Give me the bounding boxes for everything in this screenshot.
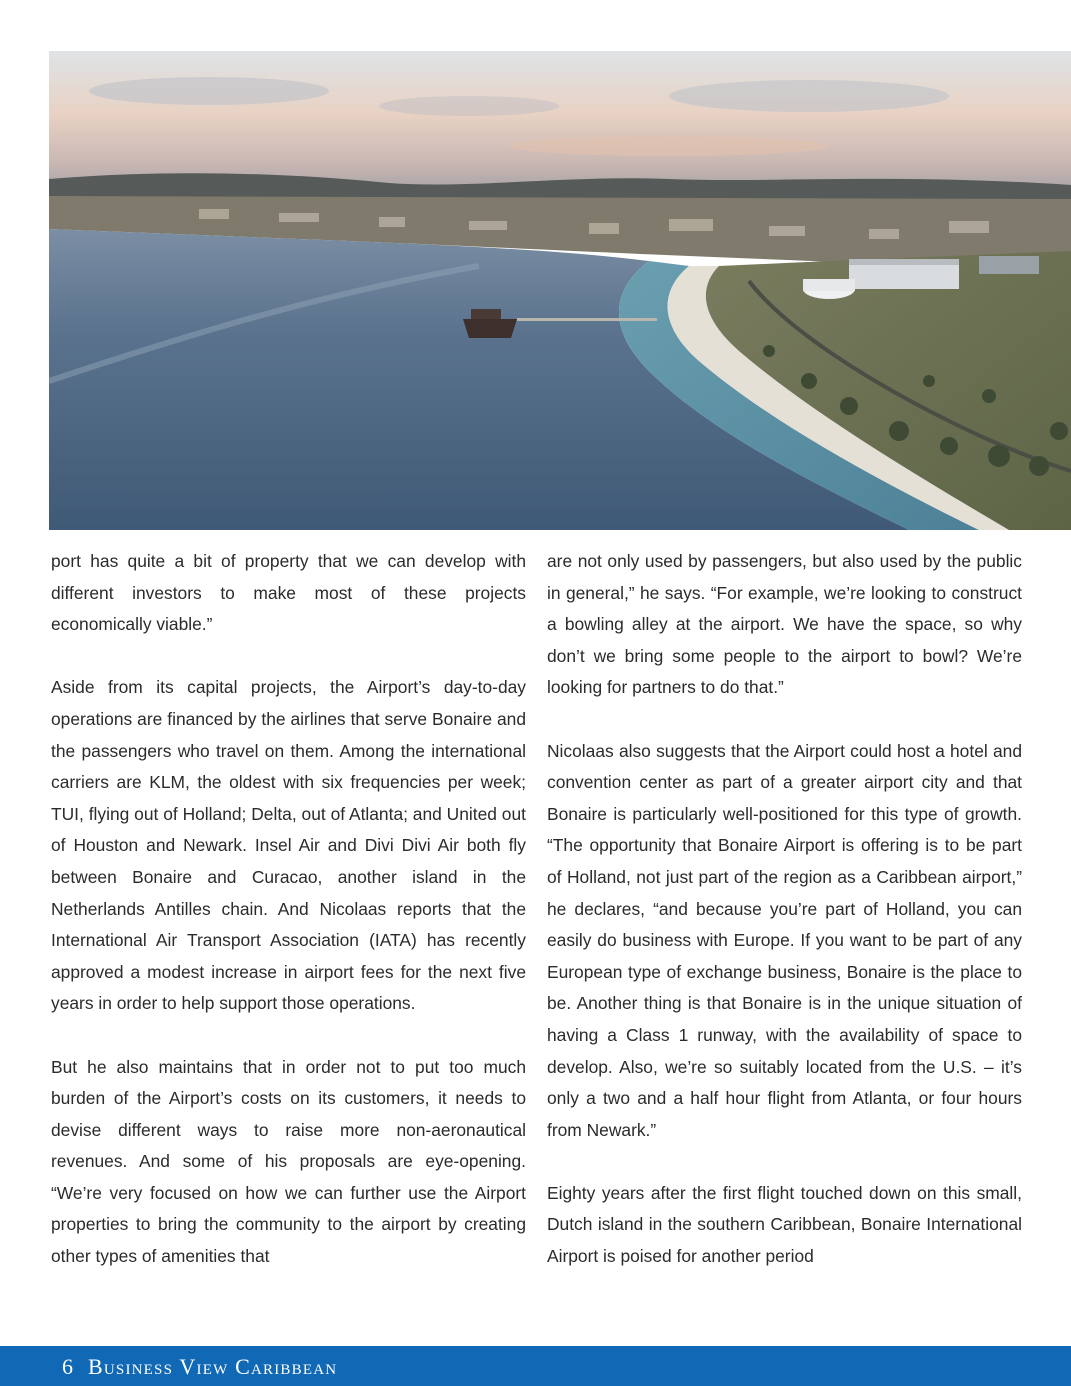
sky — [49, 51, 1071, 191]
pier — [517, 318, 657, 321]
publication-name: Business View Caribbean — [88, 1354, 338, 1379]
article-paragraph: Aside from its capital projects, the Airport’s day-to-day operations are financed by the airlines that serve Bonaire and the passengers who travel on them. Among the international carriers are KLM, the oldest with six frequencies per week; TUI, flying out of Holland; Delta, out of Atlanta; and United out of Houston and Newark. Insel Air and Divi Divi Air both fly between Bonaire and Curacao, another island in the Netherlands Antilles chain. And Nicolaas reports that the International Air Transport Association (IATA) has recently approved a modest increase in airport fees for the next five years in order to help support those operations. — [51, 677, 526, 1014]
cloud — [379, 96, 559, 116]
article-paragraph: Eighty years after the first flight touched down on this small, Dutch island in the southern Caribbean, Bonaire International Airport is poised for another period — [547, 1182, 1022, 1267]
left-article-column — [51, 546, 526, 1273]
article-paragraph: Nicolaas also suggests that the Airport could host a hotel and convention center as part of a greater airport city and that Bonaire is particularly well-positioned for this type of growth. “The opportunity that Bonaire Airport is offering is to be part of Holland, not just part of the region as a Caribbean airport,” he declares, “and because you’re part of Holland, you can easily do business with Europe. If you want to be part of any European type of exchange business, Bonaire is the place to be. Another thing is that Bonaire is in the unique situation of having a Class 1 runway, with the availability of space to develop. Also, we’re so suitably located from the U.S. – it’s only a two and a half hour flight from Atlanta, or four hours from Newark.” — [547, 740, 1022, 1140]
right-article-column — [547, 546, 1022, 1273]
aerial-coastline-illustration — [49, 51, 1071, 530]
article-paragraph: But he also maintains that in order not to put too much burden of the Airport’s costs on its customers, it needs to devise different ways to raise more non-aeronautical revenues. And some of his proposals are eye-opening. “We’re very focused on how we can further use the Airport properties to bring the community to the airport by creating other types of amenities that — [51, 1056, 526, 1267]
storage-tank-body — [803, 279, 855, 291]
cloud — [509, 136, 829, 156]
ship-superstructure — [471, 309, 501, 319]
aerial-coastline-photo — [49, 51, 1071, 530]
hangar-roof — [849, 259, 959, 265]
article-paragraph: are not only used by passengers, but also used by the public in general,” he says. “For example, we’re looking to construct a bowling alley at the airport. We have the space, so why don’t we bring some people to the airport to bowl? We’re looking for partners to do that.” — [547, 551, 1022, 698]
page-folio — [62, 1354, 337, 1380]
article-paragraph: port has quite a bit of property that we can develop with different investors to make most of these projects economically viable.” — [51, 551, 526, 635]
airport-building — [979, 256, 1039, 274]
cloud — [669, 80, 949, 112]
page-number: 6 — [62, 1354, 74, 1379]
cloud — [89, 77, 329, 105]
ship — [463, 319, 517, 338]
hangar — [849, 263, 959, 289]
